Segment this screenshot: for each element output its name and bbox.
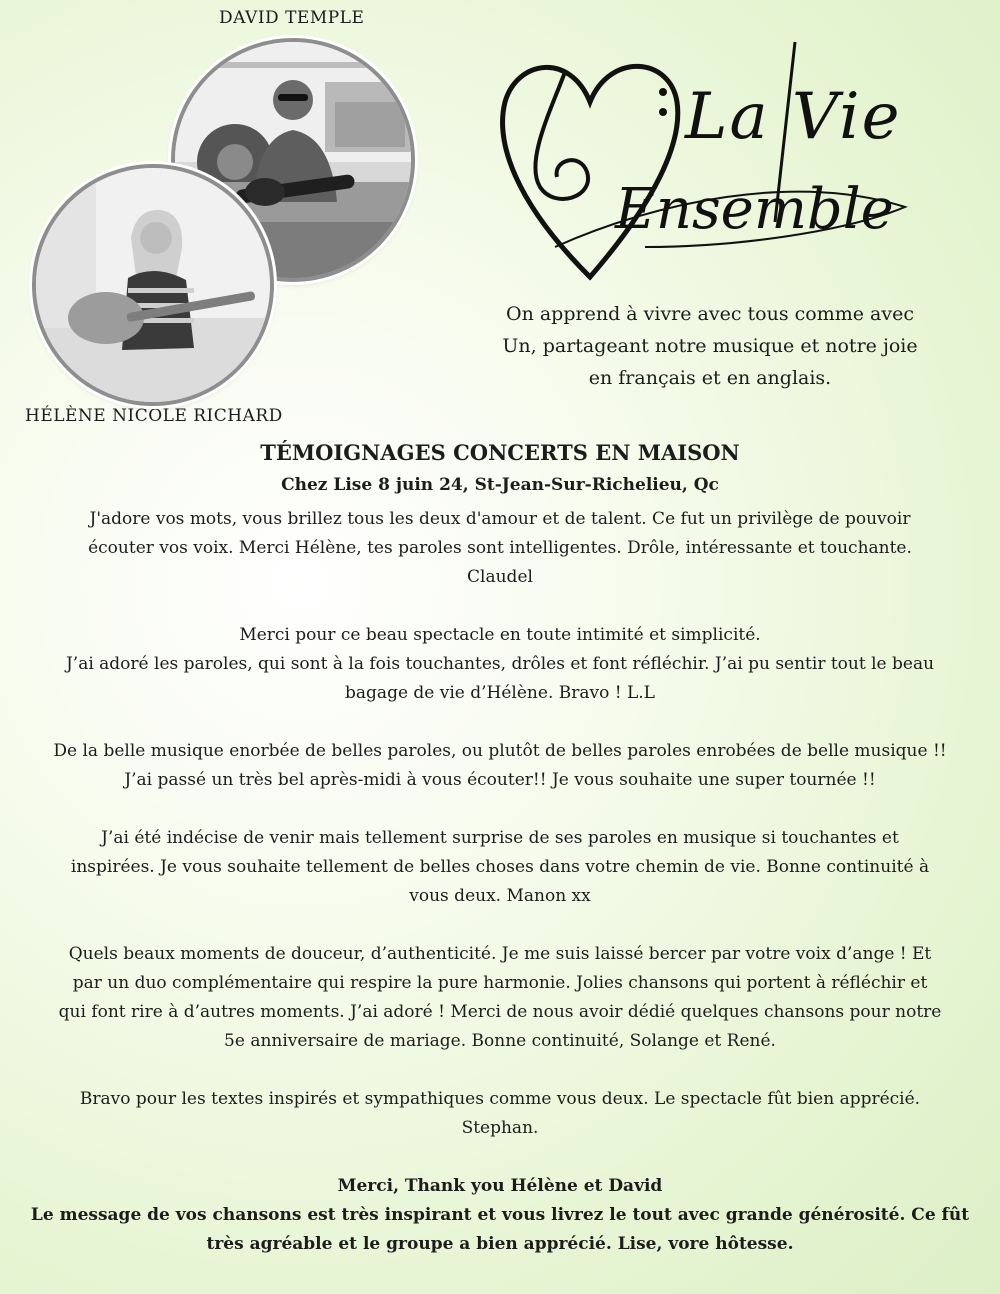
testimonial-line: J'adore vos mots, vous brillez tous les deux d'amour et de talent. Ce fut un privilège de pouvoir [89,509,911,529]
page-title: TÉMOIGNAGES CONCERTS EN MAISON [260,440,740,465]
logo-text-la-vie: La Vie [685,80,902,154]
testimonial-line: bagage de vie d’Hélène. Bravo ! L.L [345,683,655,703]
testimonial-line: Bravo pour les textes inspirés et sympathiques comme vous deux. Le spectacle fût bien apprécié. [79,1089,921,1109]
testimonial [0,621,1000,708]
caption-helene-nicole-richard: HÉLÈNE NICOLE RICHARD [25,406,283,426]
event-subtitle: Chez Lise 8 juin 24, St-Jean-Sur-Richelieu, Qc [281,475,719,495]
closing-line: Le message de vos chansons est très inspirant et vous livrez le tout avec grande générosité. Ce fût [30,1205,970,1225]
closing-line: très agréable et le groupe a bien apprécié. Lise, vore hôtesse. [206,1234,794,1254]
testimonial-line: 5e anniversaire de mariage. Bonne continuité, Solange et René. [224,1031,776,1051]
testimonial [0,1085,1000,1143]
testimonial [0,824,1000,911]
testimonial-line: qui font rire à d’autres moments. J’ai adoré ! Merci de nous avoir dédié quelques chansons pour notre [58,1002,942,1022]
logo-la-vie-ensemble [495,32,915,294]
testimonial-line: De la belle musique enorbée de belles paroles, ou plutôt de belles paroles enrobées de belle musique !! [53,741,947,761]
testimonial-line: écouter vos voix. Merci Hélène, tes paroles sont intelligentes. Drôle, intéressante et touchante. [88,538,912,558]
heart-treble-clef-logo-icon [495,32,915,294]
photo-helene-nicole-richard [32,164,274,406]
tagline-line: On apprend à vivre avec tous comme avec [506,303,914,325]
testimonial-line: J’ai passé un très bel après-midi à vous écouter!! Je vous souhaite une super tournée !! [124,770,876,790]
testimonial-line: J’ai été indécise de venir mais tellement surprise de ses paroles en musique si touchantes et [101,828,899,848]
closing-line: Merci, Thank you Hélène et David [337,1176,663,1196]
testimonial-line: Claudel [467,567,533,587]
tagline [460,298,960,394]
acoustic-guitarist-photo-illustration [36,168,270,402]
testimonial-line: vous deux. Manon xx [409,886,591,906]
testimonial-line: par un duo complémentaire qui respire la pure harmonie. Jolies chansons qui portent à réfléchir et [72,973,928,993]
closing-message [0,1172,1000,1259]
caption-david-temple: DAVID TEMPLE [219,8,365,28]
testimonial-line: J’ai adoré les paroles, qui sont à la fois touchantes, drôles et font réfléchir. J’ai pu sentir tout le beau [65,654,935,674]
testimonial [0,737,1000,795]
testimonial-line: Stephan. [461,1118,539,1138]
testimonial [0,505,1000,592]
testimonial [0,940,1000,1056]
testimonial-line: inspirées. Je vous souhaite tellement de belles choses dans votre chemin de vie. Bonne continuité à [70,857,930,877]
testimonials-heading [0,440,1000,495]
testimonials-list [0,505,1000,1259]
testimonial-line: Merci pour ce beau spectacle en toute intimité et simplicité. [239,625,761,645]
logo-text-ensemble: Ensemble [615,177,894,242]
tagline-line: en français et en anglais. [588,367,832,389]
testimonial-line: Quels beaux moments de douceur, d’authenticité. Je me suis laissé bercer par votre voix d’ange ! Et [68,944,932,964]
tagline-line: Un, partageant notre musique et notre joie [502,335,918,357]
